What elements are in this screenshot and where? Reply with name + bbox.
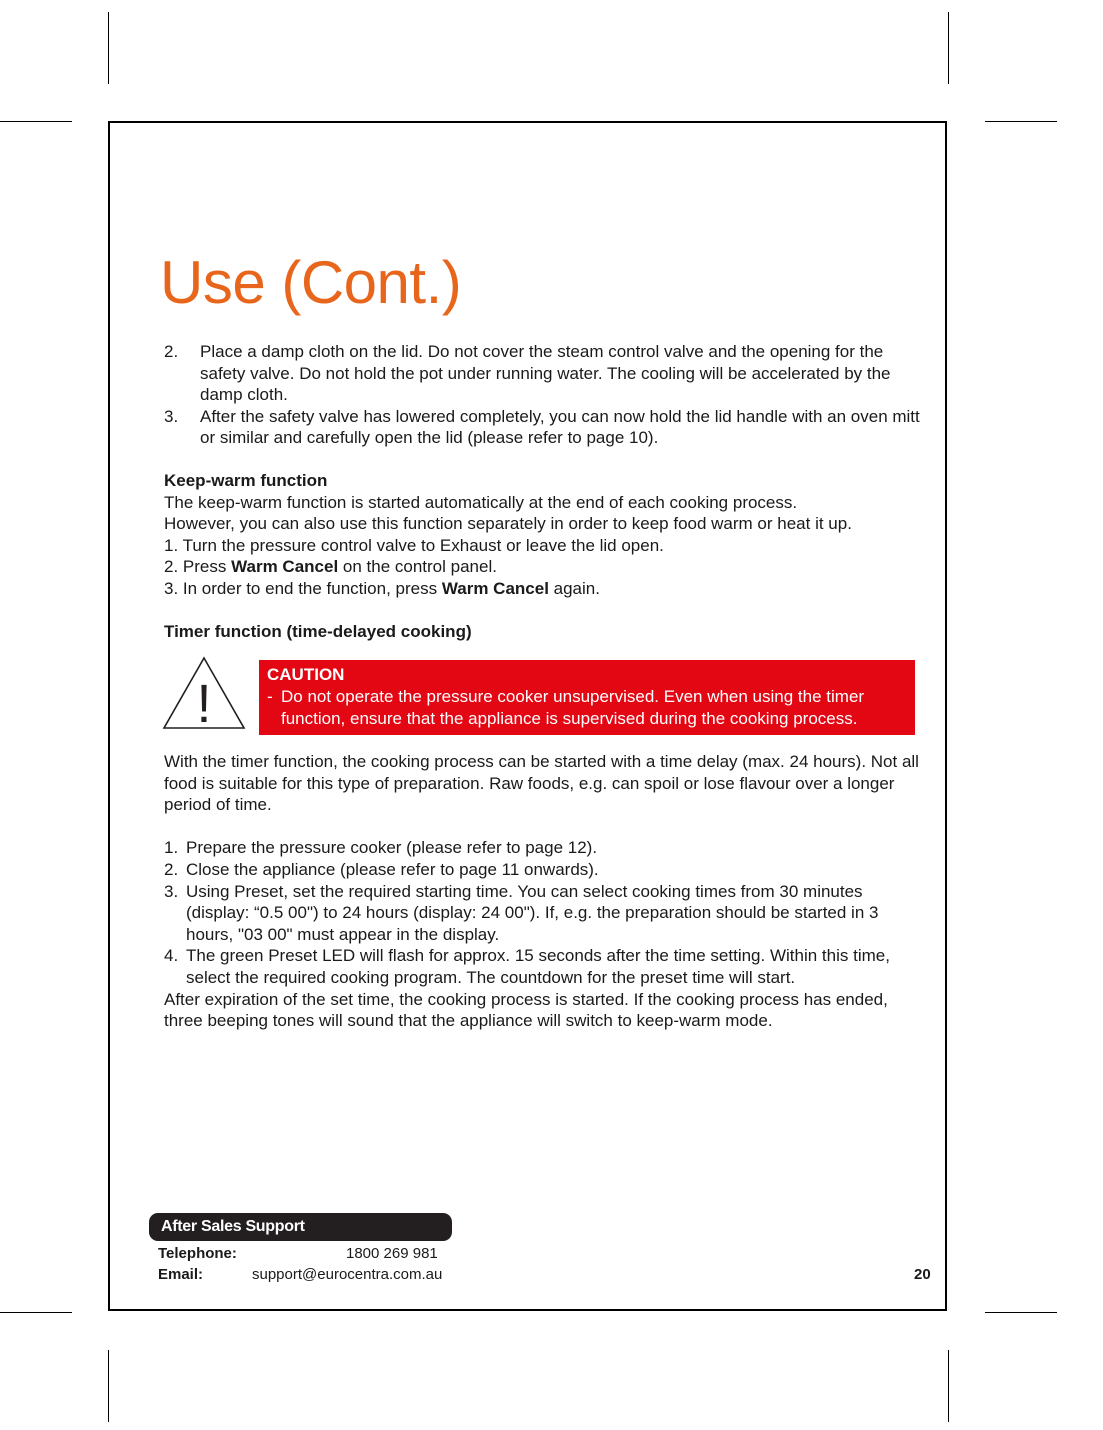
crop-mark bbox=[985, 1312, 1057, 1313]
step-prefix: 2. Press bbox=[164, 557, 232, 577]
keep-warm-section bbox=[164, 470, 924, 600]
caution-text: Do not operate the pressure cooker unsupervised. Even when using the timer function, ensure that the appliance is supervised during the cooking process. bbox=[281, 687, 865, 728]
timer-steps-list bbox=[164, 837, 924, 988]
keep-warm-step: 1. Turn the pressure control valve to Exhaust or leave the lid open. bbox=[164, 535, 664, 555]
warm-cancel-label: Warm Cancel bbox=[441, 578, 549, 598]
caution-item bbox=[267, 686, 907, 729]
caution-box bbox=[259, 660, 915, 735]
crop-mark bbox=[0, 121, 72, 122]
step-suffix: again. bbox=[548, 578, 600, 598]
telephone-value[interactable]: 1800 269 981 bbox=[346, 1245, 438, 1262]
list-item bbox=[164, 837, 924, 859]
telephone-label: Telephone: bbox=[158, 1245, 237, 1262]
keep-warm-step bbox=[164, 578, 924, 600]
list-item-number: 3. bbox=[164, 406, 179, 426]
list-item bbox=[164, 406, 924, 449]
list-item bbox=[164, 881, 924, 946]
keep-warm-line: The keep-warm function is started automatically at the end of each cooking process. bbox=[164, 492, 798, 512]
after-sales-support-bar: After Sales Support bbox=[149, 1213, 452, 1241]
cooling-steps-list bbox=[164, 341, 924, 449]
list-item-number: 2. bbox=[164, 342, 179, 361]
crop-mark bbox=[108, 1350, 109, 1422]
timer-intro: With the timer function, the cooking process can be started with a time delay (max. 24 hours). Not all food is suitable for this type of preparation. Raw foods, e.g. can spoil or lose flavour over a longer period of time. bbox=[164, 752, 919, 815]
email-label: Email: bbox=[158, 1266, 204, 1283]
crop-mark bbox=[948, 1350, 949, 1422]
timer-heading: Timer function (time-delayed cooking) bbox=[164, 622, 472, 641]
timer-section bbox=[164, 751, 924, 1032]
list-item-text: After the safety valve has lowered completely, you can now hold the lid handle with an oven mitt or similar and carefully open the lid (please refer to page 10). bbox=[200, 406, 920, 448]
timer-closing: After expiration of the set time, the cooking process is started. If the cooking process has ended, three beeping tones will sound that the appliance will switch to keep-warm mode. bbox=[164, 989, 888, 1031]
email-value[interactable]: support@eurocentra.com.au bbox=[252, 1266, 443, 1283]
step-suffix: on the control panel. bbox=[338, 557, 497, 577]
list-item-text: The green Preset LED will flash for approx. 15 seconds after the time setting. Within this time, select the required cooking program. The countdown for the preset time will start. bbox=[186, 946, 890, 987]
caution-dash: - bbox=[267, 687, 273, 706]
crop-mark bbox=[985, 121, 1057, 122]
list-item-text: Close the appliance (please refer to page 11 onwards). bbox=[186, 859, 599, 879]
step-prefix: 3. In order to end the function, press bbox=[164, 578, 442, 598]
list-item-number: 4. bbox=[164, 946, 179, 966]
caution-title: CAUTION bbox=[267, 665, 345, 684]
keep-warm-heading: Keep-warm function bbox=[164, 471, 328, 490]
keep-warm-step bbox=[164, 556, 924, 578]
page-title: Use (Cont.) bbox=[160, 249, 462, 316]
warning-exclamation: ! bbox=[196, 674, 212, 730]
list-item-number: 3. bbox=[164, 881, 179, 901]
list-item-text: Using Preset, set the required starting time. You can select cooking times from 30 minutes (display: “0.5 00") to 24 hours (display: 24 00"). If, e.g. the preparation should be started in 3 hours, "03 00" must appear in the display. bbox=[186, 881, 879, 944]
list-item-number: 2. bbox=[164, 859, 179, 879]
keep-warm-line: However, you can also use this function separately in order to keep food warm or heat it up. bbox=[164, 514, 852, 534]
crop-mark bbox=[108, 12, 109, 84]
crop-mark bbox=[0, 1312, 72, 1313]
list-item bbox=[164, 945, 924, 988]
crop-mark bbox=[948, 12, 949, 84]
list-item-text: Prepare the pressure cooker (please refer to page 12). bbox=[186, 838, 598, 858]
list-item bbox=[164, 341, 924, 406]
warning-triangle-icon bbox=[162, 656, 246, 730]
page-number: 20 bbox=[914, 1266, 931, 1283]
warm-cancel-label: Warm Cancel bbox=[231, 557, 339, 577]
list-item bbox=[164, 859, 924, 881]
list-item-number: 1. bbox=[164, 838, 179, 858]
list-item-text: Place a damp cloth on the lid. Do not cover the steam control valve and the opening for the safety valve. Do not hold the pot under running water. The cooling will be accelerated by the damp cloth. bbox=[200, 342, 891, 405]
